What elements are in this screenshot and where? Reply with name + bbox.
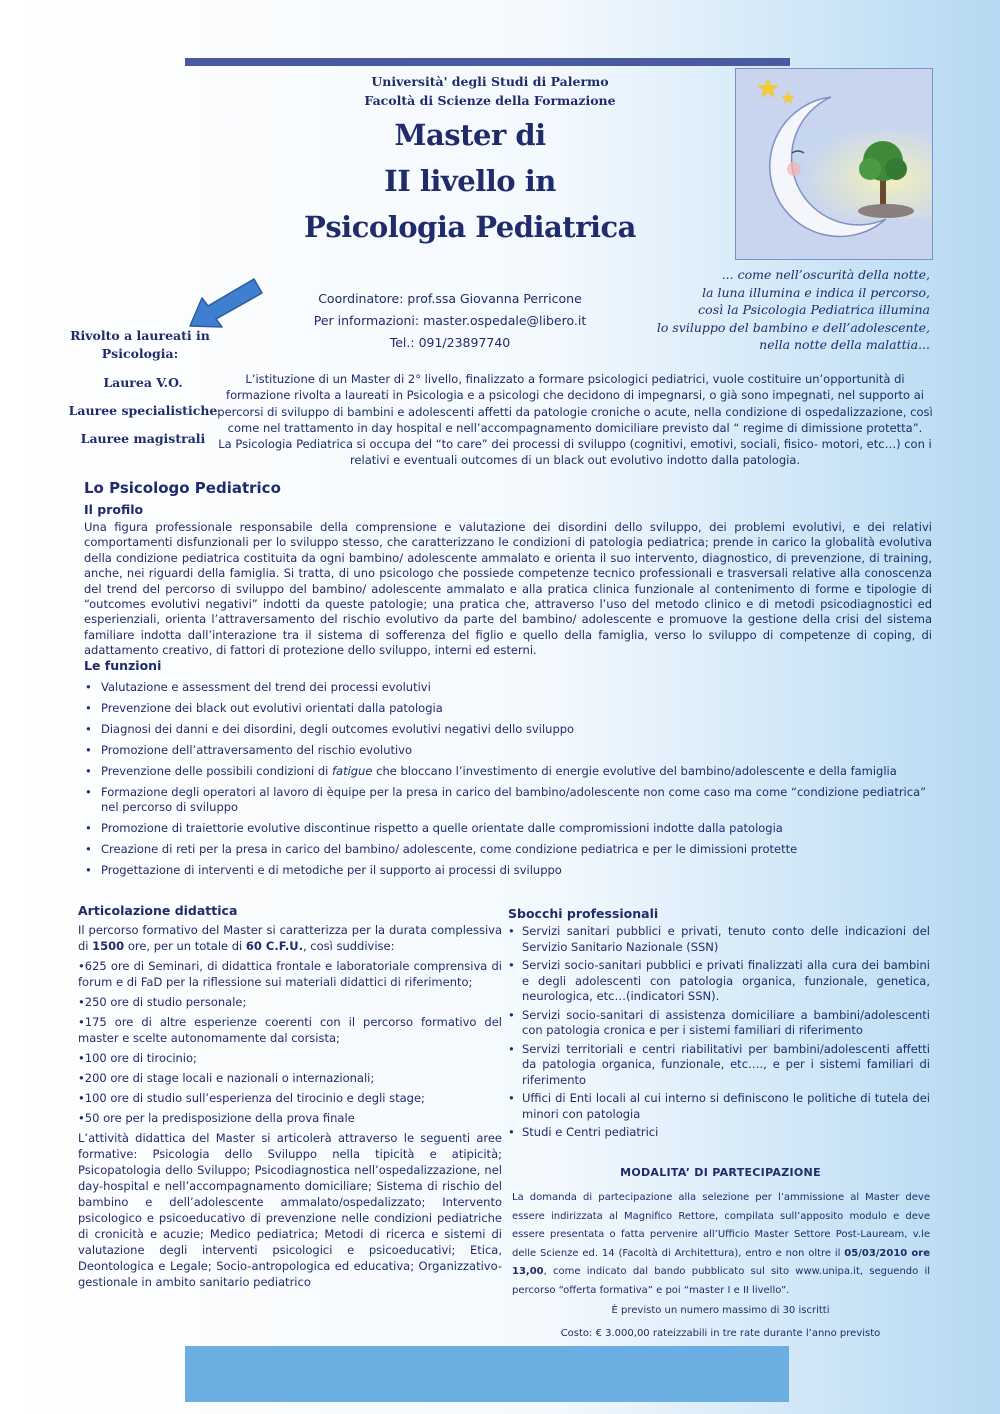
section-title-modalita: MODALITA’ DI PARTECIPAZIONE (620, 1166, 821, 1179)
list-item: •100 ore di tirocinio; (78, 1051, 197, 1065)
quote-line-2: la luna illumina e indica il percorso, (702, 284, 930, 300)
university-header (270, 72, 710, 110)
quote-line-5: nella notte della malattia... (759, 337, 930, 352)
degree-specialistiche: Lauree specialistiche (68, 403, 218, 418)
list-item: • Formazione degli operatori al lavoro di èquipe per la presa in carico del bambino/adolescente non come caso ma come “condizione pediatrica” nel percorso di sviluppo (84, 785, 934, 815)
list-item: •175 ore di altre esperienze coerenti con il percorso formativo del master e scelte autonomamente dal corsista; (78, 1015, 502, 1045)
degree-magistrali: Lauree magistrali (80, 431, 206, 446)
list-item: • Servizi territoriali e centri riabilitativi per bambini/adolescenti affetti da patologia organica, funzionale, etc…., e per i sistemi familiari di riferimento (508, 1042, 930, 1089)
intro-paragraph-1: L’istituzione di un Master di 2° livello, finalizzato a formare psicologici pediatrici, vuole costituire un’opportunità di formazione rivolta a laureati in Psicologia e a psicologi che decidono di impegnarsi, o già sono impegnati, nel supporto ai percorsi di sviluppo di bambini e adolescenti affetti da patologie croniche o acute, nella condizione di ospedalizzazione, così come nel trattamento in day hospital e nell’accompagnamento domiciliare previsto dal “ regime di dimissione protetta”. (217, 372, 933, 435)
moon-illustration (735, 68, 933, 260)
section-title-psicologo: Lo Psicologo Pediatrico (84, 479, 281, 497)
list-item: •250 ore di studio personale; (78, 995, 247, 1009)
title-line-2: II livello in (384, 164, 556, 198)
list-item: • Progettazione di interventi e di metodiche per il supporto ai processi di sviluppo (84, 863, 934, 878)
title-line-3: Psicologia Pediatrica (304, 210, 636, 244)
bottom-decorative-bar (185, 1346, 789, 1402)
audience-line-1: Rivolto a laureati in (70, 328, 210, 343)
audience-line-2: Psicologia: (101, 346, 179, 361)
list-item: •625 ore di Seminari, di didattica frontale e laboratoriale comprensiva di forum e di FaD per la riflessione sui materiali didattici di riferimento; (78, 959, 502, 989)
university-name: Università' degli Studi di Palermo (371, 74, 609, 89)
cost: Costo: € 3.000,00 rateizzabili in tre rate durante l’anno previsto (560, 1328, 881, 1339)
articolazione-intro (78, 922, 502, 954)
faculty-name: Facoltà di Scienze della Formazione (364, 93, 616, 108)
profilo-text: Una figura professionale responsabile della comprensione e valutazione dei disordini dello sviluppo, dei problemi evolutivi, e dei relativi comportamenti disfunzionali per lo sviluppo stesso, che caratterizzano le condizioni di patologia pediatrica; prende in carico la globalità evolutiva della condizione pediatrica costituita da ogni bambino/ adolescente ammalato e orienta il suo intervento, diagnostico, di prevenzione, di training, anche, nei riguardi della famiglia. Si tratta, di uno psicologo che possiede competenze tecnico professionali e trasversali relative alla conoscenza del trend del percorso di sviluppo del bambino/ adolescente ammalato e alla pratica clinica funzionale al contenimento di forme e tipologie di “outcomes evolutivi negativi” indotti da queste patologie; una pratica che, attraverso l’uso del metodo clinico e di metodi psicodiagnostici ed esperienziali, orienta l’attraversamento del rischio evolutivo da parte del bambino/ adolescente e promuove la gestione della crisi del sistema familiare indotta dall’interazione tra il sistema di sofferenza del figlio e quello della famiglia, verso lo sviluppo di competenze di coping, di adattamento creativo, di fattori di protezione dello sviluppo, interni ed esterni. (84, 520, 932, 658)
quote-line-4: lo sviluppo del bambino e dell’adolescente, (656, 319, 930, 335)
modalita-text (512, 1189, 930, 1300)
list-item: • Servizi sanitari pubblici e privati, tenuto conto delle indicazioni del Servizio Sanitario Nazionale (SSN) (508, 924, 930, 955)
total-cfu: 60 C.F.U. (245, 939, 303, 953)
articolazione-text (78, 922, 502, 1290)
total-hours: 1500 (92, 939, 125, 953)
moon-quote (640, 266, 930, 354)
list-item: • Promozione di traiettorie evolutive discontinue rispetto a quelle orientate dalle compromissioni indotte dalla patologia (84, 821, 934, 836)
contact-block (300, 288, 600, 354)
list-item: • Diagnosi dei danni e dei disordini, degli outcomes evolutivi negativi dello sviluppo (84, 722, 934, 737)
list-item: • Uffici di Enti locali al cui interno si definiscono le politiche di tutela dei minori con patologia (508, 1091, 930, 1122)
modalita-part: , come indicato dal bando pubblicato sul sito www.unipa.it, seguendo il percorso “offerta formativa” e poi “master I e II livello”. (512, 1266, 930, 1296)
intro-text (215, 371, 935, 469)
list-item: •200 ore di stage locali e nazionali o internazionali; (78, 1071, 375, 1085)
list-item: • Servizi socio-sanitari pubblici e privati finalizzati alla cura dei bambini e degli adolescenti con patologia organica, funzionale, genetica, neurologica, etc…(indicatori SSN). (508, 958, 930, 1005)
list-item: • Servizi socio-sanitari di assistenza domiciliare a bambini/adolescenti con patologia cronica e per i sistemi familiari di riferimento (508, 1008, 930, 1039)
modalita-part: La domanda di partecipazione alla selezione per l’ammissione al Master deve essere indirizzata al Magnifico Rettore, compilata sull’apposito modulo e deve essere presentata o fatta pervenire all’Ufficio Master Settore Post-Lauream, v.le delle Scienze ed. 14 (Facoltà di Architettura), entro e non oltre il (512, 1192, 930, 1259)
list-item: • Studi e Centri pediatrici (508, 1125, 930, 1141)
sbocchi-list (508, 924, 930, 1144)
section-title-sbocchi: Sbocchi professionali (508, 906, 659, 921)
list-item: • Prevenzione dei black out evolutivi orientati dalla patologia (84, 701, 934, 716)
top-decorative-bar (185, 58, 790, 66)
list-item: •100 ore di studio sull’esperienza del tirocinio e degli stage; (78, 1091, 425, 1105)
title-line-1: Master di (394, 118, 546, 152)
subsection-title-profilo: Il profilo (84, 502, 144, 517)
list-item: • Prevenzione delle possibili condizioni di fatigue che bloccano l’investimento di energie evolutive del bambino/adolescente e della famiglia (84, 764, 934, 779)
list-item: • Creazione di reti per la presa in carico del bambino/ adolescente, come condizione pediatrica e per le dimissioni protette (84, 842, 934, 857)
areas-text: L’attività didattica del Master si articolerà attraverso le seguenti aree formative: Psicologia dello Sviluppo nella tipicità e atipicità; Psicopatologia dello Sviluppo; Psicodiagnostica nell’ospedalizzazione, nel day-hospital e nell’accompagnamento domiciliare; Sistema di rischio del bambino e dell’adolescente ammalato/ospedalizzato; Intervento psicologico e psicoeducativo di prevenzione nelle condizioni pediatriche di cronicità e acuzie; Medico pediatrica; Metodi di ricerca e sistemi di valutazione degli interventi psicologici e psicoeducativi; Etica, Deontologica e Legale; Socio-antropologica ed educativa; Organizzativo-gestionale in ambito sanitario pediatrico (78, 1131, 502, 1289)
phone: Tel.: 091/23897740 (389, 335, 511, 350)
intro-part: Il percorso formativo del Master si caratterizza per la durata complessiva di (78, 923, 502, 953)
list-item: •50 ore per la predisposizione della prova finale (78, 1111, 355, 1125)
intro-paragraph-2: La Psicologia Pediatrica si occupa del “to care” dei processi di sviluppo (cognitivi, emotivi, sociali, fisico- motori, etc…) con i relativi e eventuali outcomes di un black out evolutivo indotto dalla patologia. (218, 437, 932, 468)
page-title (250, 112, 690, 250)
funzioni-list (84, 680, 934, 884)
coordinator: Coordinatore: prof.ssa Giovanna Perricone (318, 291, 582, 306)
subsection-title-funzioni: Le funzioni (84, 658, 162, 673)
quote-line-1: ... come nell’oscurità della notte, (721, 267, 930, 282)
degree-vo: Laurea V.O. (103, 375, 183, 390)
deadline: 05/03/2010 ore 13,00 (512, 1247, 930, 1277)
info-email: Per informazioni: master.ospedale@libero.it (313, 313, 587, 328)
list-item: • Promozione dell’attraversamento del rischio evolutivo (84, 743, 934, 758)
audience-heading (60, 327, 220, 363)
intro-part: ore, per un totale di (124, 939, 246, 953)
section-title-articolazione: Articolazione didattica (78, 903, 238, 918)
arrow-icon (188, 276, 268, 332)
max-enrollment: È previsto un numero massimo di 30 iscritti (611, 1305, 830, 1316)
quote-line-3: così la Psicologia Pediatrica illumina (698, 302, 930, 317)
intro-part: , così suddivise: (302, 939, 395, 953)
list-item: • Valutazione e assessment del trend dei processi evolutivi (84, 680, 934, 695)
